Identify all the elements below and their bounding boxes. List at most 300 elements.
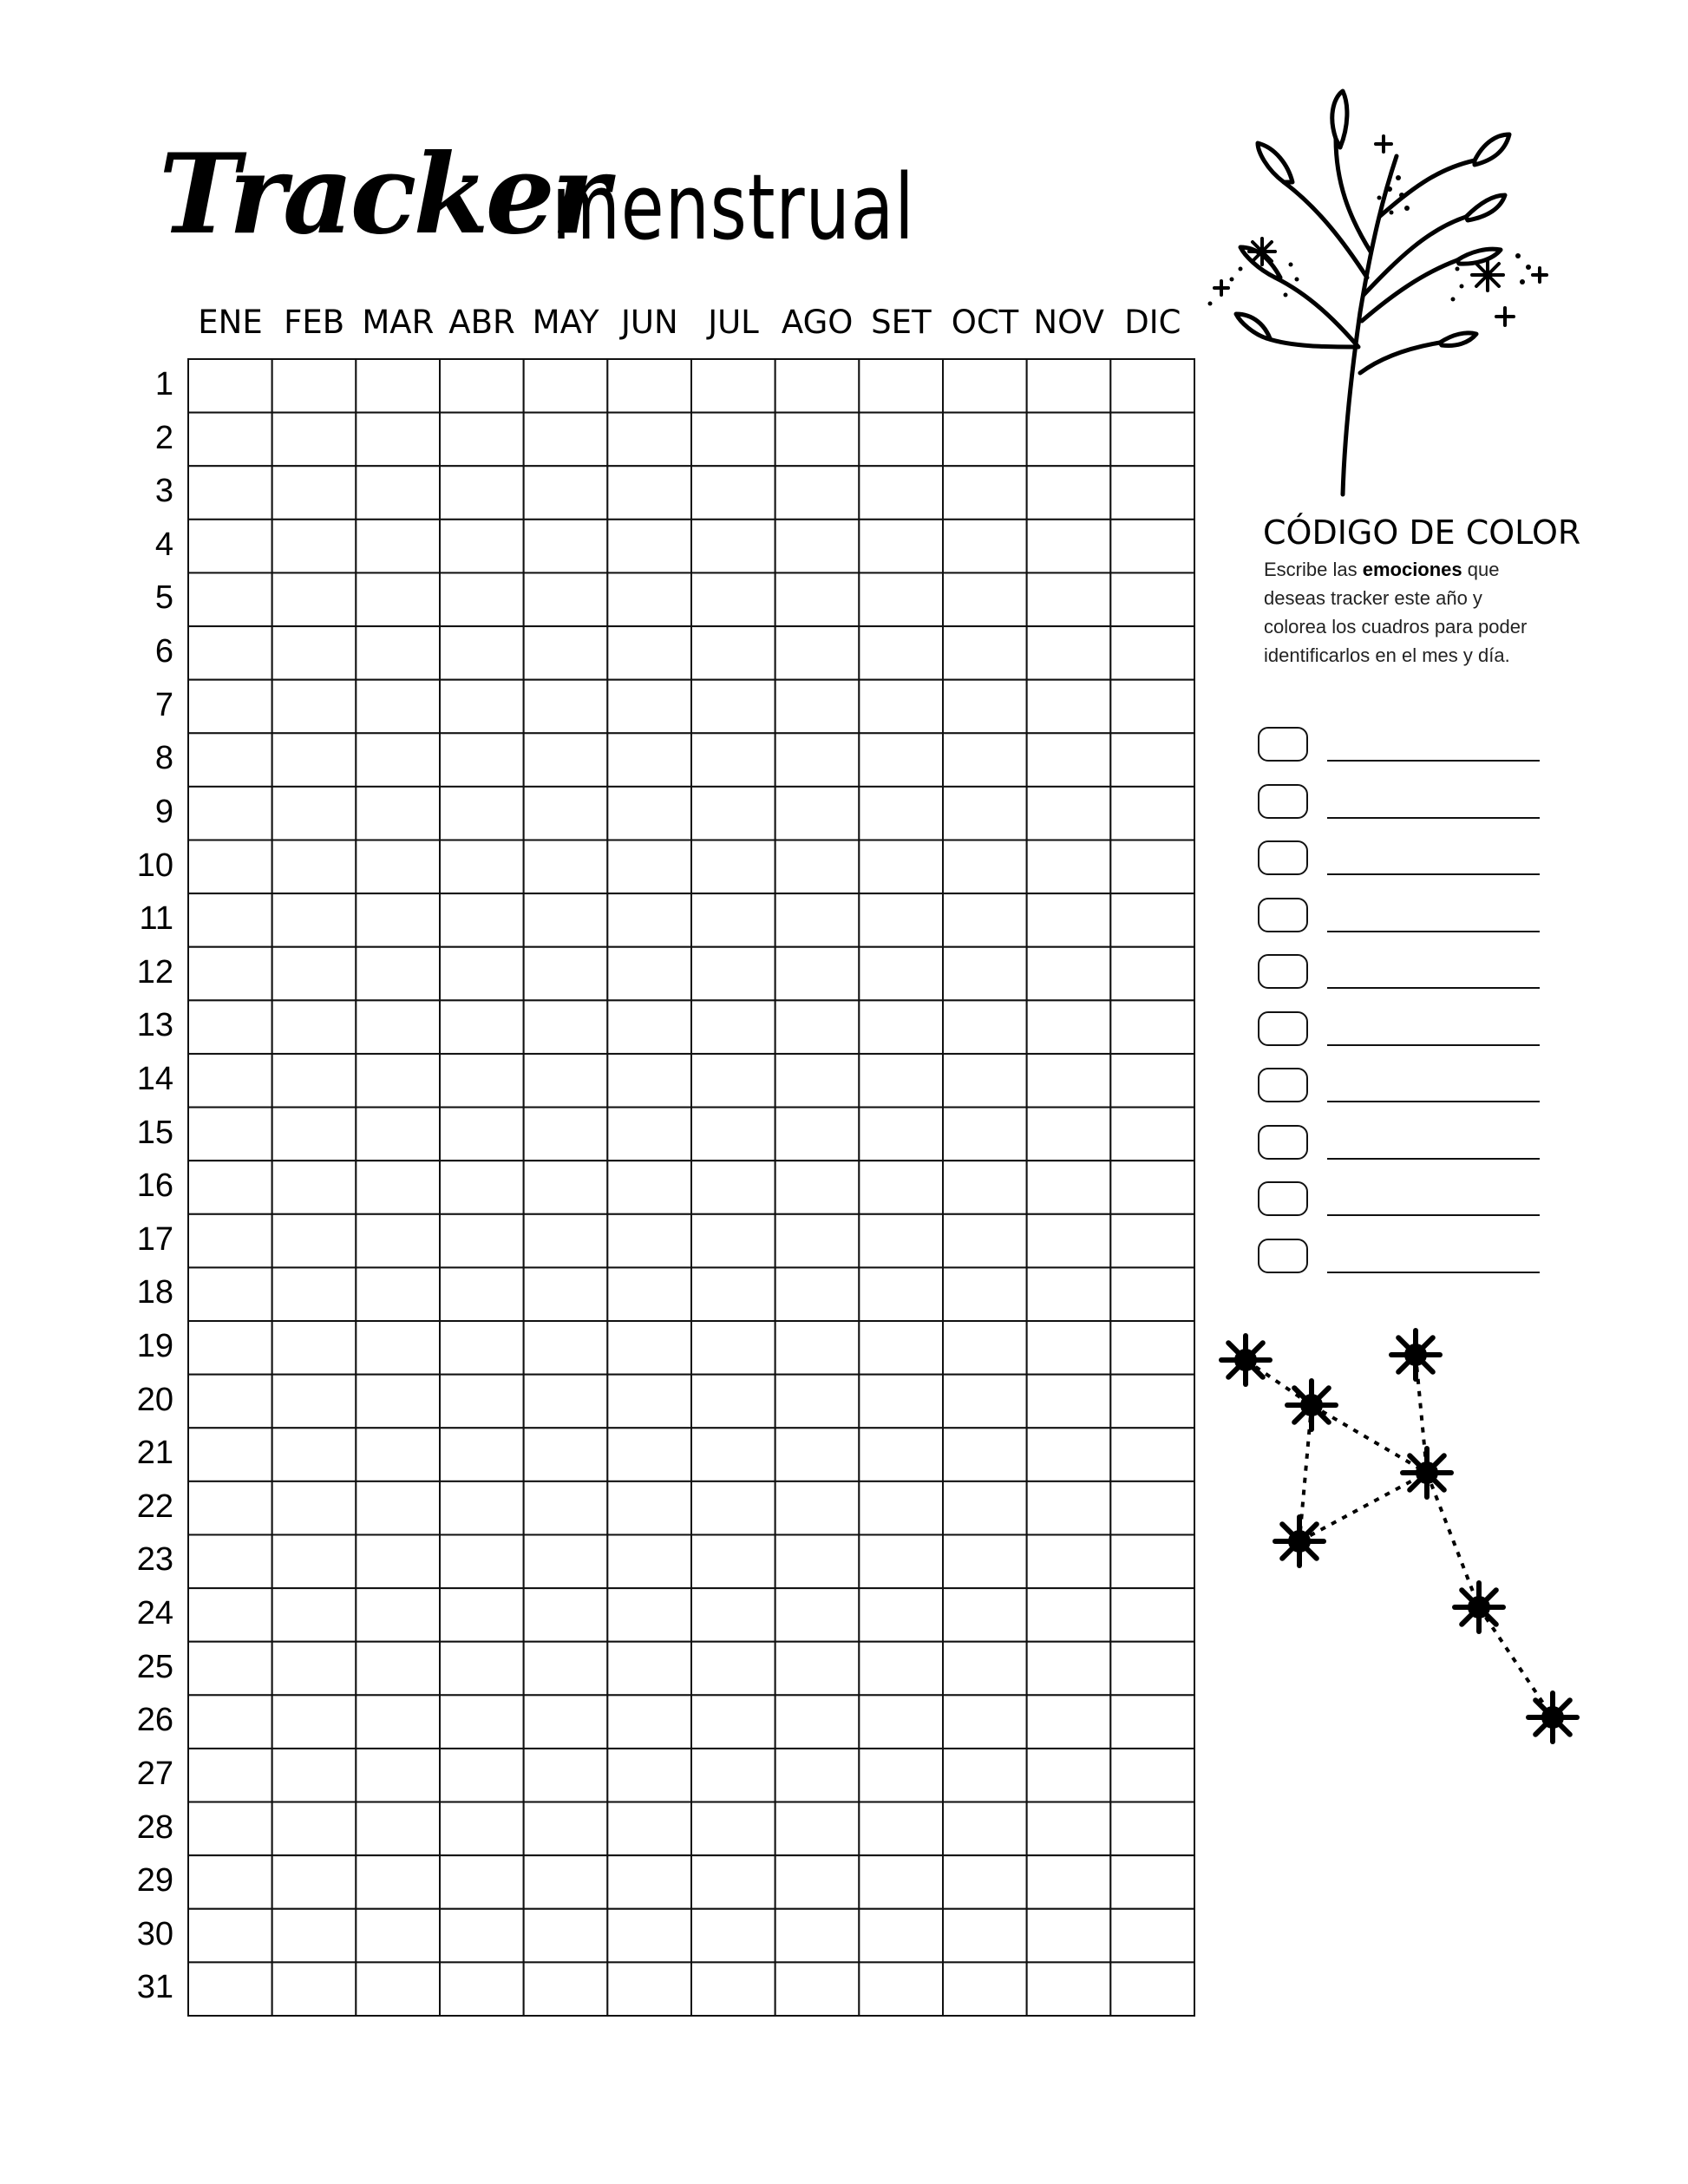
emotion-write-line[interactable] [1327, 987, 1540, 989]
tracker-cell[interactable] [1027, 1267, 1111, 1321]
tracker-cell[interactable] [607, 1642, 691, 1696]
tracker-cell[interactable] [1110, 893, 1194, 947]
tracker-cell[interactable] [272, 733, 357, 787]
tracker-cell[interactable] [1110, 626, 1194, 680]
tracker-cell[interactable] [272, 1481, 357, 1535]
tracker-cell[interactable] [524, 1321, 608, 1375]
tracker-cell[interactable] [440, 1161, 524, 1214]
tracker-cell[interactable] [607, 1534, 691, 1588]
tracker-cell[interactable] [1110, 1000, 1194, 1054]
tracker-cell[interactable] [1027, 1481, 1111, 1535]
tracker-cell[interactable] [691, 840, 775, 894]
tracker-cell[interactable] [943, 840, 1027, 894]
tracker-cell[interactable] [440, 1214, 524, 1268]
tracker-cell[interactable] [859, 1481, 943, 1535]
tracker-cell[interactable] [440, 466, 524, 520]
tracker-cell[interactable] [440, 1802, 524, 1856]
tracker-cell[interactable] [188, 1749, 272, 1802]
tracker-cell[interactable] [440, 1534, 524, 1588]
tracker-cell[interactable] [188, 1375, 272, 1429]
tracker-cell[interactable] [1110, 1481, 1194, 1535]
tracker-cell[interactable] [607, 1428, 691, 1481]
tracker-cell[interactable] [775, 1161, 860, 1214]
tracker-cell[interactable] [943, 572, 1027, 626]
tracker-cell[interactable] [859, 1695, 943, 1749]
tracker-cell[interactable] [1110, 1054, 1194, 1108]
tracker-cell[interactable] [1110, 947, 1194, 1001]
tracker-cell[interactable] [775, 947, 860, 1001]
tracker-cell[interactable] [859, 1962, 943, 2016]
tracker-cell[interactable] [1110, 1534, 1194, 1588]
tracker-cell[interactable] [691, 1962, 775, 2016]
tracker-cell[interactable] [1110, 1855, 1194, 1909]
emotion-write-line[interactable] [1327, 1044, 1540, 1046]
tracker-cell[interactable] [440, 787, 524, 840]
tracker-cell[interactable] [356, 520, 440, 573]
tracker-cell[interactable] [524, 520, 608, 573]
tracker-cell[interactable] [440, 572, 524, 626]
tracker-cell[interactable] [859, 1802, 943, 1856]
tracker-cell[interactable] [607, 520, 691, 573]
tracker-cell[interactable] [1027, 893, 1111, 947]
tracker-cell[interactable] [859, 1909, 943, 1963]
tracker-cell[interactable] [943, 413, 1027, 467]
tracker-cell[interactable] [775, 1855, 860, 1909]
tracker-cell[interactable] [356, 1749, 440, 1802]
tracker-cell[interactable] [524, 733, 608, 787]
tracker-cell[interactable] [859, 1321, 943, 1375]
tracker-cell[interactable] [188, 466, 272, 520]
tracker-cell[interactable] [272, 1054, 357, 1108]
tracker-cell[interactable] [440, 1054, 524, 1108]
tracker-cell[interactable] [1110, 1214, 1194, 1268]
tracker-cell[interactable] [691, 413, 775, 467]
tracker-cell[interactable] [607, 733, 691, 787]
tracker-cell[interactable] [440, 1000, 524, 1054]
tracker-cell[interactable] [272, 1267, 357, 1321]
tracker-cell[interactable] [356, 840, 440, 894]
emotion-write-line[interactable] [1327, 760, 1540, 762]
tracker-cell[interactable] [524, 626, 608, 680]
tracker-cell[interactable] [607, 626, 691, 680]
tracker-cell[interactable] [775, 893, 860, 947]
emotion-write-line[interactable] [1327, 931, 1540, 932]
tracker-cell[interactable] [943, 680, 1027, 734]
tracker-cell[interactable] [1110, 1267, 1194, 1321]
tracker-cell[interactable] [440, 733, 524, 787]
tracker-cell[interactable] [943, 1642, 1027, 1696]
tracker-cell[interactable] [524, 1428, 608, 1481]
tracker-cell[interactable] [272, 413, 357, 467]
tracker-cell[interactable] [524, 413, 608, 467]
tracker-cell[interactable] [859, 572, 943, 626]
tracker-cell[interactable] [272, 1428, 357, 1481]
tracker-cell[interactable] [691, 520, 775, 573]
tracker-cell[interactable] [188, 1802, 272, 1856]
emotion-write-line[interactable] [1327, 817, 1540, 819]
tracker-cell[interactable] [356, 1642, 440, 1696]
tracker-cell[interactable] [272, 1749, 357, 1802]
color-swatch[interactable] [1258, 1068, 1308, 1102]
tracker-cell[interactable] [859, 413, 943, 467]
tracker-cell[interactable] [188, 413, 272, 467]
tracker-cell[interactable] [440, 1267, 524, 1321]
tracker-cell[interactable] [524, 1588, 608, 1642]
tracker-cell[interactable] [524, 572, 608, 626]
emotion-write-line[interactable] [1327, 1158, 1540, 1160]
tracker-cell[interactable] [356, 1534, 440, 1588]
tracker-cell[interactable] [691, 572, 775, 626]
tracker-cell[interactable] [859, 733, 943, 787]
color-swatch[interactable] [1258, 1011, 1308, 1046]
tracker-cell[interactable] [859, 1000, 943, 1054]
tracker-cell[interactable] [607, 359, 691, 413]
tracker-cell[interactable] [691, 947, 775, 1001]
tracker-cell[interactable] [691, 1802, 775, 1856]
tracker-cell[interactable] [607, 1108, 691, 1161]
tracker-cell[interactable] [943, 466, 1027, 520]
tracker-cell[interactable] [607, 1855, 691, 1909]
tracker-cell[interactable] [607, 1481, 691, 1535]
tracker-cell[interactable] [272, 1161, 357, 1214]
tracker-cell[interactable] [691, 1161, 775, 1214]
tracker-cell[interactable] [943, 733, 1027, 787]
tracker-cell[interactable] [775, 840, 860, 894]
tracker-cell[interactable] [188, 1962, 272, 2016]
tracker-cell[interactable] [1027, 520, 1111, 573]
tracker-cell[interactable] [691, 1642, 775, 1696]
tracker-cell[interactable] [691, 359, 775, 413]
tracker-cell[interactable] [524, 1214, 608, 1268]
tracker-cell[interactable] [691, 1321, 775, 1375]
color-swatch[interactable] [1258, 840, 1308, 875]
tracker-cell[interactable] [859, 1108, 943, 1161]
tracker-cell[interactable] [524, 1909, 608, 1963]
tracker-cell[interactable] [859, 680, 943, 734]
tracker-cell[interactable] [775, 413, 860, 467]
tracker-cell[interactable] [272, 787, 357, 840]
tracker-cell[interactable] [775, 1534, 860, 1588]
tracker-cell[interactable] [1110, 413, 1194, 467]
tracker-cell[interactable] [607, 1962, 691, 2016]
tracker-cell[interactable] [440, 520, 524, 573]
tracker-cell[interactable] [524, 947, 608, 1001]
tracker-cell[interactable] [1027, 1962, 1111, 2016]
tracker-cell[interactable] [188, 1588, 272, 1642]
tracker-cell[interactable] [775, 1695, 860, 1749]
tracker-cell[interactable] [356, 1000, 440, 1054]
tracker-cell[interactable] [188, 1855, 272, 1909]
tracker-cell[interactable] [440, 840, 524, 894]
tracker-cell[interactable] [859, 520, 943, 573]
tracker-cell[interactable] [524, 787, 608, 840]
tracker-cell[interactable] [356, 1375, 440, 1429]
tracker-cell[interactable] [188, 733, 272, 787]
tracker-cell[interactable] [272, 572, 357, 626]
tracker-cell[interactable] [607, 680, 691, 734]
tracker-cell[interactable] [607, 1267, 691, 1321]
tracker-cell[interactable] [1027, 1909, 1111, 1963]
tracker-cell[interactable] [691, 1534, 775, 1588]
tracker-cell[interactable] [1110, 1642, 1194, 1696]
tracker-cell[interactable] [1110, 733, 1194, 787]
tracker-cell[interactable] [1110, 466, 1194, 520]
tracker-cell[interactable] [775, 680, 860, 734]
tracker-cell[interactable] [356, 680, 440, 734]
tracker-cell[interactable] [188, 520, 272, 573]
tracker-cell[interactable] [440, 680, 524, 734]
tracker-cell[interactable] [440, 1695, 524, 1749]
tracker-cell[interactable] [691, 1267, 775, 1321]
tracker-cell[interactable] [524, 1481, 608, 1535]
tracker-cell[interactable] [272, 1642, 357, 1696]
tracker-cell[interactable] [272, 359, 357, 413]
tracker-cell[interactable] [691, 1054, 775, 1108]
tracker-cell[interactable] [943, 1214, 1027, 1268]
tracker-cell[interactable] [188, 1161, 272, 1214]
tracker-cell[interactable] [943, 1909, 1027, 1963]
tracker-cell[interactable] [524, 1749, 608, 1802]
tracker-cell[interactable] [1027, 1108, 1111, 1161]
tracker-cell[interactable] [188, 840, 272, 894]
tracker-cell[interactable] [188, 1214, 272, 1268]
color-swatch[interactable] [1258, 898, 1308, 932]
tracker-cell[interactable] [607, 947, 691, 1001]
emotion-write-line[interactable] [1327, 1272, 1540, 1273]
tracker-cell[interactable] [775, 466, 860, 520]
tracker-cell[interactable] [356, 1214, 440, 1268]
tracker-cell[interactable] [356, 1855, 440, 1909]
tracker-cell[interactable] [775, 1749, 860, 1802]
tracker-cell[interactable] [188, 1481, 272, 1535]
tracker-cell[interactable] [440, 1962, 524, 2016]
tracker-cell[interactable] [859, 1642, 943, 1696]
tracker-cell[interactable] [691, 1749, 775, 1802]
tracker-cell[interactable] [356, 1695, 440, 1749]
tracker-cell[interactable] [607, 1802, 691, 1856]
tracker-cell[interactable] [1110, 1909, 1194, 1963]
tracker-cell[interactable] [775, 1962, 860, 2016]
tracker-cell[interactable] [943, 1588, 1027, 1642]
tracker-cell[interactable] [691, 1214, 775, 1268]
tracker-cell[interactable] [1027, 1054, 1111, 1108]
tracker-cell[interactable] [1110, 1375, 1194, 1429]
tracker-cell[interactable] [524, 359, 608, 413]
tracker-cell[interactable] [943, 787, 1027, 840]
tracker-cell[interactable] [188, 1695, 272, 1749]
tracker-cell[interactable] [1027, 680, 1111, 734]
tracker-cell[interactable] [524, 1375, 608, 1429]
tracker-cell[interactable] [859, 1534, 943, 1588]
tracker-cell[interactable] [1110, 840, 1194, 894]
tracker-cell[interactable] [272, 1534, 357, 1588]
tracker-cell[interactable] [859, 466, 943, 520]
tracker-cell[interactable] [1027, 1749, 1111, 1802]
tracker-cell[interactable] [356, 1108, 440, 1161]
tracker-cell[interactable] [943, 1855, 1027, 1909]
tracker-cell[interactable] [775, 1214, 860, 1268]
emotion-write-line[interactable] [1327, 1214, 1540, 1216]
tracker-cell[interactable] [356, 1481, 440, 1535]
tracker-cell[interactable] [943, 1534, 1027, 1588]
tracker-cell[interactable] [1027, 1855, 1111, 1909]
tracker-cell[interactable] [188, 947, 272, 1001]
tracker-cell[interactable] [524, 1000, 608, 1054]
tracker-cell[interactable] [188, 787, 272, 840]
emotion-write-line[interactable] [1327, 873, 1540, 875]
tracker-cell[interactable] [272, 1588, 357, 1642]
tracker-cell[interactable] [1110, 1802, 1194, 1856]
tracker-cell[interactable] [440, 1749, 524, 1802]
tracker-cell[interactable] [524, 1534, 608, 1588]
tracker-cell[interactable] [356, 947, 440, 1001]
tracker-cell[interactable] [1027, 466, 1111, 520]
tracker-cell[interactable] [775, 626, 860, 680]
tracker-cell[interactable] [943, 1054, 1027, 1108]
tracker-cell[interactable] [943, 1108, 1027, 1161]
tracker-cell[interactable] [440, 893, 524, 947]
tracker-cell[interactable] [691, 626, 775, 680]
tracker-cell[interactable] [440, 1855, 524, 1909]
tracker-cell[interactable] [272, 466, 357, 520]
tracker-cell[interactable] [1110, 1695, 1194, 1749]
tracker-cell[interactable] [272, 1321, 357, 1375]
tracker-cell[interactable] [1027, 787, 1111, 840]
tracker-cell[interactable] [272, 1695, 357, 1749]
tracker-cell[interactable] [272, 893, 357, 947]
tracker-cell[interactable] [607, 1161, 691, 1214]
color-swatch[interactable] [1258, 784, 1308, 819]
tracker-cell[interactable] [440, 1588, 524, 1642]
tracker-cell[interactable] [524, 680, 608, 734]
tracker-cell[interactable] [188, 1642, 272, 1696]
tracker-cell[interactable] [775, 1321, 860, 1375]
tracker-cell[interactable] [691, 1855, 775, 1909]
tracker-cell[interactable] [859, 1428, 943, 1481]
tracker-cell[interactable] [775, 520, 860, 573]
tracker-cell[interactable] [775, 572, 860, 626]
tracker-cell[interactable] [440, 359, 524, 413]
tracker-cell[interactable] [1027, 1000, 1111, 1054]
tracker-cell[interactable] [440, 947, 524, 1001]
tracker-cell[interactable] [188, 1534, 272, 1588]
tracker-cell[interactable] [356, 572, 440, 626]
tracker-cell[interactable] [691, 893, 775, 947]
tracker-cell[interactable] [859, 787, 943, 840]
tracker-cell[interactable] [440, 1321, 524, 1375]
tracker-cell[interactable] [1027, 840, 1111, 894]
tracker-cell[interactable] [188, 1054, 272, 1108]
tracker-cell[interactable] [272, 1909, 357, 1963]
tracker-cell[interactable] [524, 1642, 608, 1696]
tracker-cell[interactable] [859, 1375, 943, 1429]
tracker-cell[interactable] [1027, 1161, 1111, 1214]
tracker-cell[interactable] [775, 1375, 860, 1429]
tracker-cell[interactable] [1027, 626, 1111, 680]
tracker-cell[interactable] [1110, 1321, 1194, 1375]
tracker-cell[interactable] [440, 1428, 524, 1481]
tracker-cell[interactable] [524, 1267, 608, 1321]
tracker-cell[interactable] [943, 520, 1027, 573]
tracker-cell[interactable] [1027, 572, 1111, 626]
tracker-cell[interactable] [524, 1054, 608, 1108]
tracker-cell[interactable] [1027, 1802, 1111, 1856]
tracker-cell[interactable] [943, 1161, 1027, 1214]
tracker-cell[interactable] [440, 1481, 524, 1535]
tracker-cell[interactable] [607, 466, 691, 520]
tracker-cell[interactable] [943, 893, 1027, 947]
tracker-cell[interactable] [775, 1108, 860, 1161]
tracker-cell[interactable] [188, 1108, 272, 1161]
tracker-cell[interactable] [188, 893, 272, 947]
tracker-cell[interactable] [691, 1588, 775, 1642]
tracker-cell[interactable] [943, 359, 1027, 413]
tracker-cell[interactable] [356, 1321, 440, 1375]
tracker-cell[interactable] [188, 1000, 272, 1054]
tracker-cell[interactable] [440, 1909, 524, 1963]
tracker-cell[interactable] [691, 680, 775, 734]
tracker-cell[interactable] [607, 840, 691, 894]
tracker-cell[interactable] [356, 413, 440, 467]
tracker-cell[interactable] [943, 626, 1027, 680]
tracker-cell[interactable] [607, 413, 691, 467]
tracker-cell[interactable] [859, 840, 943, 894]
tracker-cell[interactable] [1027, 413, 1111, 467]
tracker-cell[interactable] [356, 1962, 440, 2016]
tracker-cell[interactable] [1110, 680, 1194, 734]
tracker-cell[interactable] [859, 1588, 943, 1642]
tracker-cell[interactable] [691, 1000, 775, 1054]
tracker-cell[interactable] [607, 1588, 691, 1642]
tracker-cell[interactable] [524, 1802, 608, 1856]
tracker-cell[interactable] [524, 1695, 608, 1749]
tracker-cell[interactable] [775, 1642, 860, 1696]
tracker-cell[interactable] [859, 1054, 943, 1108]
tracker-cell[interactable] [1027, 947, 1111, 1001]
tracker-cell[interactable] [775, 1267, 860, 1321]
tracker-cell[interactable] [524, 1108, 608, 1161]
tracker-cell[interactable] [272, 1214, 357, 1268]
tracker-cell[interactable] [188, 680, 272, 734]
tracker-cell[interactable] [272, 840, 357, 894]
tracker-cell[interactable] [943, 1267, 1027, 1321]
color-swatch[interactable] [1258, 1181, 1308, 1216]
tracker-cell[interactable] [691, 1428, 775, 1481]
tracker-cell[interactable] [188, 572, 272, 626]
tracker-cell[interactable] [943, 1428, 1027, 1481]
tracker-cell[interactable] [1110, 1428, 1194, 1481]
tracker-cell[interactable] [1110, 1588, 1194, 1642]
tracker-cell[interactable] [356, 893, 440, 947]
tracker-cell[interactable] [775, 1481, 860, 1535]
tracker-cell[interactable] [691, 1375, 775, 1429]
tracker-cell[interactable] [356, 466, 440, 520]
tracker-cell[interactable] [1027, 1214, 1111, 1268]
tracker-cell[interactable] [943, 1802, 1027, 1856]
tracker-cell[interactable] [272, 1855, 357, 1909]
tracker-cell[interactable] [188, 1267, 272, 1321]
tracker-cell[interactable] [859, 359, 943, 413]
tracker-cell[interactable] [607, 1695, 691, 1749]
tracker-cell[interactable] [1027, 1588, 1111, 1642]
tracker-cell[interactable] [1027, 1642, 1111, 1696]
tracker-cell[interactable] [524, 893, 608, 947]
tracker-cell[interactable] [524, 1962, 608, 2016]
tracker-cell[interactable] [1027, 733, 1111, 787]
color-swatch[interactable] [1258, 954, 1308, 989]
tracker-cell[interactable] [356, 359, 440, 413]
tracker-cell[interactable] [775, 733, 860, 787]
